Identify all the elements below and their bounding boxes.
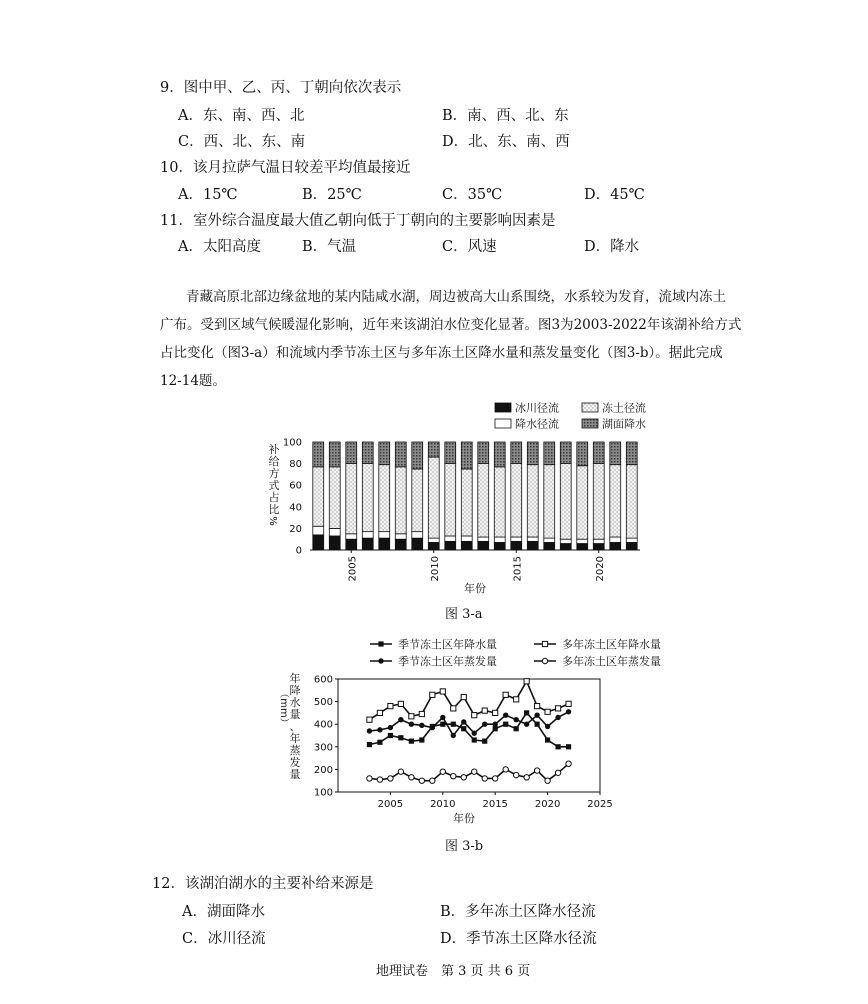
y-tick-label: 600 — [313, 674, 333, 686]
figure-3a-y-label: 占 — [268, 491, 280, 504]
data-point — [419, 711, 424, 716]
data-point — [388, 776, 393, 781]
x-tick-label: 2010 — [429, 556, 441, 582]
x-tick-label: 2010 — [430, 799, 456, 810]
data-point — [524, 710, 529, 715]
q12-option-b: B．多年冻土区降水径流 — [440, 904, 596, 920]
bar-segment — [577, 539, 588, 543]
bar-segment — [445, 536, 456, 541]
data-point — [367, 776, 372, 781]
data-point — [534, 712, 539, 717]
figure-3b-y-label: 、 — [289, 720, 301, 733]
bar-segment — [511, 464, 522, 537]
data-point — [493, 722, 498, 727]
figure-3b-y-label: 降 — [289, 684, 301, 697]
bar-segment — [461, 469, 472, 536]
data-point — [542, 641, 547, 646]
figure-3b-caption: 图 3-b — [445, 839, 484, 854]
bar-segment — [626, 465, 637, 538]
data-point — [377, 777, 382, 782]
data-point — [451, 706, 456, 711]
x-tick-label: 2015 — [482, 799, 508, 810]
data-point — [493, 710, 498, 715]
data-point — [451, 722, 456, 727]
bar-segment — [379, 442, 390, 465]
figure-3b-chart — [262, 630, 662, 830]
figure-3a-chart — [260, 395, 660, 600]
data-point — [419, 778, 424, 783]
legend-swatch — [582, 419, 598, 428]
y-tick-label: 60 — [289, 480, 302, 492]
data-point — [409, 722, 414, 727]
data-point — [377, 727, 382, 732]
bar-segment — [527, 537, 538, 541]
data-point — [367, 728, 372, 733]
data-point — [535, 704, 540, 709]
data-point — [545, 778, 550, 783]
bar-segment — [428, 538, 439, 542]
bar-segment — [544, 465, 555, 538]
bar-segment — [362, 442, 373, 464]
data-point — [461, 775, 466, 780]
data-point — [430, 725, 435, 730]
q12-option-a: A．湖面降水 — [182, 904, 265, 920]
data-point — [482, 776, 487, 781]
figure-3a-legend — [495, 401, 646, 431]
legend-label: 冻土径流 — [602, 401, 646, 415]
data-point — [419, 723, 424, 728]
data-point — [566, 701, 571, 706]
bar-segment — [313, 526, 324, 535]
x-tick-label: 2005 — [347, 556, 359, 582]
data-point — [545, 709, 550, 714]
figure-3b-y-label: 量 — [289, 768, 301, 781]
data-point — [513, 772, 518, 777]
bar-segment — [412, 469, 423, 532]
data-point — [482, 708, 487, 713]
data-point — [378, 658, 383, 663]
q12-option-d: D．季节冻土区降水径流 — [440, 931, 597, 947]
bar-segment — [478, 442, 489, 464]
y-tick-label: 40 — [289, 502, 302, 514]
x-tick-label: 2025 — [587, 799, 613, 810]
y-tick-label: 100 — [313, 787, 333, 799]
bar-segment — [527, 541, 538, 550]
bar-segment — [395, 534, 406, 539]
legend-label: 季节冻土区年降水量 — [398, 638, 497, 651]
y-tick-label: 400 — [313, 719, 333, 731]
figure-3a-plot — [267, 438, 640, 596]
data-point — [514, 697, 519, 702]
bar-segment — [494, 542, 505, 550]
legend-label: 季节冻土区年蒸发量 — [398, 655, 497, 668]
data-point — [555, 770, 560, 775]
data-point — [566, 744, 571, 749]
bar-segment — [412, 532, 423, 538]
data-point — [451, 773, 456, 778]
bar-segment — [362, 538, 373, 550]
data-point — [377, 740, 382, 745]
data-point — [409, 739, 414, 744]
legend-label: 多年冻土区年降水量 — [562, 638, 661, 651]
figure-3a-y-label: 给 — [268, 455, 280, 468]
bar-segment — [428, 457, 439, 538]
data-point — [534, 768, 539, 773]
data-point — [377, 710, 382, 715]
figure-3a-caption: 图 3-a — [445, 607, 483, 622]
data-point — [545, 724, 550, 729]
bar-segment — [494, 442, 505, 467]
q9-option-a: A．东、南、西、北 — [178, 108, 305, 124]
bar-segment — [560, 544, 571, 550]
bar-segment — [346, 442, 357, 464]
data-point — [545, 737, 550, 742]
bar-segment — [329, 442, 340, 467]
q10-option-a: A．15℃ — [178, 187, 238, 203]
bar-segment — [544, 542, 555, 550]
bar-segment — [478, 464, 489, 537]
y-tick-label: 20 — [289, 523, 302, 535]
bar-segment — [494, 537, 505, 542]
bar-segment — [379, 532, 390, 538]
data-point — [440, 722, 445, 727]
bar-segment — [560, 442, 571, 464]
bar-segment — [379, 538, 390, 550]
bar-segment — [494, 467, 505, 537]
bar-segment — [544, 538, 555, 542]
bar-segment — [346, 464, 357, 534]
q10-option-b: B．25℃ — [302, 187, 362, 203]
data-point — [542, 658, 547, 663]
bar-segment — [527, 442, 538, 465]
data-point — [409, 775, 414, 780]
q12-stem: 12．该湖泊湖水的主要补给来源是 — [152, 876, 374, 892]
data-point — [513, 717, 518, 722]
figure-3a-y-label: % — [267, 516, 278, 526]
data-point — [555, 715, 560, 720]
y-tick-label: 0 — [295, 545, 302, 557]
bar-segment — [346, 539, 357, 550]
data-point — [503, 712, 508, 717]
passage-line-2: 广布。受到区域气候暖湿化影响，近年来该湖泊水位变化显著。图3为2003-2022年该湖补给方式 — [160, 317, 742, 333]
data-point — [398, 701, 403, 706]
data-point — [493, 726, 498, 731]
bar-segment — [428, 442, 439, 457]
q11-option-c: C．风速 — [442, 239, 497, 255]
q10-option-c: C．35℃ — [442, 187, 503, 203]
bar-segment — [593, 544, 604, 550]
bar-segment — [560, 464, 571, 540]
bar-segment — [610, 537, 621, 542]
page-footer: 地理试卷 第 3 页 共 6 页 — [376, 964, 531, 979]
data-point — [430, 692, 435, 697]
data-point — [388, 725, 393, 730]
bar-segment — [544, 442, 555, 465]
data-point — [566, 709, 571, 714]
bar-segment — [610, 465, 621, 537]
data-point — [524, 679, 529, 684]
bar-segment — [593, 442, 604, 464]
legend-label: 多年冻土区年蒸发量 — [562, 655, 661, 668]
figure-3b-y-unit: （mm） — [278, 688, 289, 728]
figure-3a-x-label: 年份 — [464, 582, 486, 595]
bar-segment — [428, 542, 439, 550]
q12-option-c: C．冰川径流 — [182, 931, 266, 947]
bar-segment — [626, 538, 637, 542]
q11-option-d: D．降水 — [584, 239, 640, 255]
data-point — [472, 731, 477, 736]
data-point — [566, 761, 571, 766]
data-point — [524, 775, 529, 780]
data-point — [398, 735, 403, 740]
q9-option-d: D．北、东、南、西 — [442, 134, 570, 150]
y-tick-label: 80 — [289, 459, 302, 471]
q10-option-d: D．45℃ — [584, 187, 645, 203]
bar-segment — [329, 467, 340, 529]
bar-segment — [313, 467, 324, 526]
data-point — [461, 719, 466, 724]
data-point — [451, 733, 456, 738]
data-point — [398, 717, 403, 722]
passage-line-3: 占比变化（图3-a）和流域内季节冻土区与多年冻土区降水量和蒸发量变化（图3-b）。据此完成 — [160, 345, 723, 361]
bar-segment — [511, 442, 522, 464]
bar-segment — [395, 467, 406, 534]
legend-swatch — [495, 403, 511, 412]
x-tick-label: 2005 — [377, 799, 404, 810]
bar-segment — [577, 442, 588, 466]
bar-segment — [412, 538, 423, 550]
bar-segment — [395, 442, 406, 467]
data-point — [555, 744, 560, 749]
y-tick-label: 200 — [313, 764, 333, 776]
data-point — [472, 769, 477, 774]
figure-3b-y-label: 发 — [289, 756, 301, 769]
q11-option-a: A．太阳高度 — [178, 239, 261, 255]
figure-3b-y-label: 年 — [289, 672, 301, 685]
bar-segment — [445, 442, 456, 464]
bar-segment — [527, 465, 538, 537]
figure-3b-y-label: 水 — [289, 696, 301, 709]
bar-segment — [445, 541, 456, 550]
data-point — [461, 726, 466, 731]
bar-segment — [329, 528, 340, 536]
bar-segment — [511, 537, 522, 541]
bar-segment — [478, 541, 489, 550]
bar-segment — [313, 442, 324, 467]
data-point — [555, 706, 560, 711]
data-point — [388, 704, 393, 709]
bar-segment — [379, 465, 390, 532]
bar-segment — [626, 542, 637, 550]
figure-3b-x-label: 年份 — [453, 812, 475, 825]
legend-label: 湖面降水 — [602, 417, 646, 431]
y-tick-label: 500 — [313, 697, 333, 709]
data-point — [409, 714, 414, 719]
legend-label: 降水径流 — [515, 417, 559, 431]
bar-segment — [593, 464, 604, 540]
q11-stem: 11．室外综合温度最大值乙朝向低于丁朝向的主要影响因素是 — [160, 213, 556, 229]
data-point — [524, 722, 529, 727]
legend-swatch — [495, 419, 511, 428]
q11-option-b: B．气温 — [302, 239, 357, 255]
q10-stem: 10．该月拉萨气温日较差平均值最接近 — [160, 160, 411, 176]
data-point — [388, 733, 393, 738]
x-tick-label: 2020 — [534, 799, 561, 810]
q9-option-b: B．南、西、北、东 — [442, 108, 569, 124]
bar-segment — [461, 541, 472, 550]
data-point — [493, 776, 498, 781]
bar-segment — [577, 466, 588, 539]
bar-segment — [610, 442, 621, 465]
figure-3b-y-label: 年 — [289, 732, 301, 745]
data-point — [398, 769, 403, 774]
x-tick-label: 2015 — [512, 556, 524, 582]
figure-3a-y-label: 式 — [268, 479, 280, 492]
bar-segment — [412, 442, 423, 469]
data-point — [419, 737, 424, 742]
bar-segment — [329, 536, 340, 550]
data-point — [440, 769, 445, 774]
data-point — [461, 694, 466, 699]
data-point — [440, 689, 445, 694]
data-point — [535, 722, 540, 727]
x-tick-label: 2020 — [594, 556, 606, 582]
bar-segment — [362, 532, 373, 538]
bar-segment — [511, 541, 522, 550]
bar-segment — [313, 535, 324, 550]
data-point — [472, 737, 477, 742]
figure-3a-y-label: 方 — [268, 467, 280, 480]
data-point — [514, 726, 519, 731]
bar-segment — [461, 442, 472, 469]
bar-segment — [461, 536, 472, 541]
bar-segment — [593, 539, 604, 543]
data-point — [482, 739, 487, 744]
data-point — [367, 742, 372, 747]
figure-3b-plot — [278, 671, 613, 825]
bar-segment — [626, 442, 637, 465]
bar-segment — [346, 534, 357, 539]
passage-line-1: 青藏高原北部边缘盆地的某内陆咸水湖，周边被高大山系围绕，水系较为发育，流域内冻土 — [186, 289, 726, 305]
data-point — [440, 715, 445, 720]
bar-segment — [478, 537, 489, 541]
data-point — [482, 722, 487, 727]
data-point — [503, 722, 508, 727]
data-point — [503, 767, 508, 772]
q9-stem: 9．图中甲、乙、丙、丁朝向依次表示 — [160, 80, 402, 96]
data-point — [378, 641, 383, 646]
figure-3b-y-label: 蒸 — [289, 744, 301, 757]
q9-option-c: C．西、北、东、南 — [178, 134, 306, 150]
figure-3a-y-label: 比 — [268, 503, 280, 516]
data-point — [367, 717, 372, 722]
bar-segment — [395, 539, 406, 550]
y-tick-label: 100 — [282, 437, 302, 449]
figure-3a-y-label: 补 — [268, 443, 280, 456]
legend-swatch — [582, 403, 598, 412]
bar-segment — [362, 464, 373, 532]
figure-3b-y-label: 量 — [289, 708, 301, 721]
passage-line-4: 12-14题。 — [160, 373, 226, 389]
figure-3b-legend — [370, 637, 661, 668]
data-point — [503, 692, 508, 697]
bar-segment — [610, 542, 621, 550]
bar-segment — [560, 539, 571, 543]
data-point — [472, 713, 477, 718]
y-tick-label: 300 — [313, 742, 333, 754]
data-point — [430, 778, 435, 783]
legend-label: 冰川径流 — [515, 401, 559, 415]
bar-segment — [577, 544, 588, 550]
bar-segment — [445, 464, 456, 536]
